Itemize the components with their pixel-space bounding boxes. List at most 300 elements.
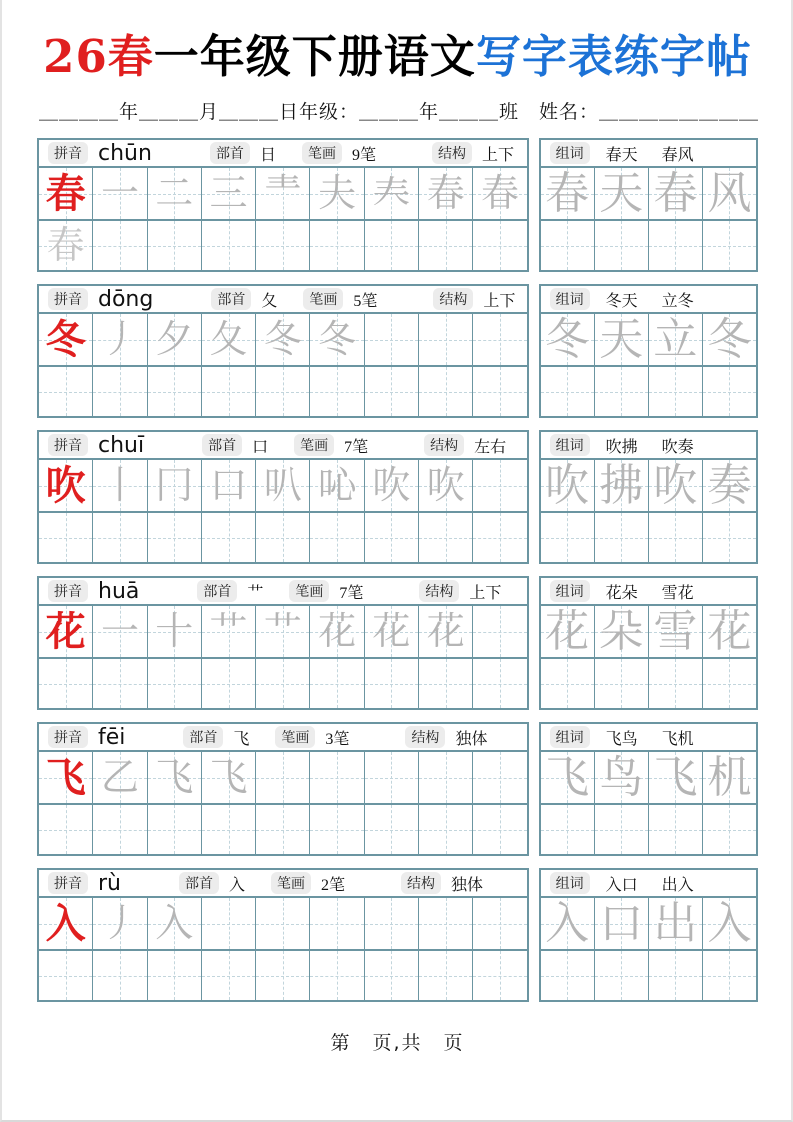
word-free-practice-line: [541, 219, 756, 270]
empty-practice-cell: [148, 659, 202, 708]
empty-practice-cell: [93, 805, 147, 854]
ghost-character-cell: [39, 221, 93, 270]
word-trace-character: 出: [653, 898, 698, 948]
word-trace-cell: [595, 606, 649, 657]
word-trace-character: 口: [599, 898, 644, 948]
word-trace-cell: [541, 606, 595, 657]
stroke-step: 飞: [155, 756, 194, 799]
strokes-label: 笔画: [271, 872, 311, 894]
stroke-step-cell: [419, 752, 473, 803]
word-trace-character: 花: [707, 606, 752, 656]
stroke-step: 入: [155, 902, 194, 945]
stroke-step: 艹: [263, 610, 302, 653]
empty-practice-cell: [703, 951, 756, 1000]
stroke-step-cell: [473, 606, 526, 657]
word-trace-line: [541, 460, 756, 511]
empty-practice-cell: [365, 659, 419, 708]
radical-label: 部首: [183, 726, 223, 748]
pinyin-label: 拼音: [48, 434, 88, 456]
word-trace-line: [541, 606, 756, 657]
stroke-step-cell: [202, 752, 256, 803]
word-practice-block: [539, 284, 758, 418]
empty-practice-cell: [649, 513, 703, 562]
stroke-step-cell: [148, 898, 202, 949]
stroke-step: 口: [209, 464, 248, 507]
stroke-step-cell: [93, 752, 147, 803]
stroke-step-cell: [310, 606, 364, 657]
character-practice-row: [37, 868, 758, 1002]
main-character: 冬: [45, 316, 86, 362]
main-character-cell: [39, 606, 93, 657]
stroke-step-cell: [148, 460, 202, 511]
empty-practice-cell: [541, 513, 595, 562]
free-practice-line: [39, 949, 527, 1000]
character-info-block: [37, 284, 529, 418]
word-trace-cell: [703, 460, 756, 511]
character-practice-row: [37, 430, 758, 564]
ghost-character-cell: [39, 367, 93, 416]
word-trace-character: 奏: [707, 460, 752, 510]
empty-practice-cell: [148, 367, 202, 416]
empty-practice-cell: [365, 513, 419, 562]
empty-practice-cell: [595, 951, 649, 1000]
pinyin-value: chūn: [98, 140, 152, 166]
word-trace-line: [541, 898, 756, 949]
stroke-step-cell: [202, 314, 256, 365]
empty-practice-cell: [419, 221, 473, 270]
word-example: 入口: [605, 876, 638, 894]
empty-practice-cell: [419, 367, 473, 416]
word-example: 冬天: [605, 292, 638, 310]
strokes-label: 笔画: [303, 288, 343, 310]
word-trace-cell: [541, 314, 595, 365]
ghost-character-cell: [39, 513, 93, 562]
pinyin-value: chuī: [98, 432, 145, 458]
word-trace-cell: [541, 752, 595, 803]
empty-practice-cell: [93, 221, 147, 270]
stroke-step-cell: [93, 314, 147, 365]
ghost-character-cell: [39, 951, 93, 1000]
stroke-step: 十: [155, 610, 194, 653]
empty-practice-cell: [310, 951, 364, 1000]
stroke-step-cell: [256, 898, 310, 949]
word-trace-cell: [541, 898, 595, 949]
stroke-step: 冂: [155, 464, 194, 507]
radical-label: 部首: [179, 872, 219, 894]
stroke-step: 夕: [155, 318, 194, 361]
stroke-step: 夫: [318, 172, 357, 215]
word-trace-cell: [703, 752, 756, 803]
empty-practice-cell: [649, 659, 703, 708]
main-character: 飞: [45, 754, 86, 800]
word-trace-character: 入: [707, 898, 752, 948]
word-trace-character: 风: [707, 168, 752, 218]
character-info-header: [39, 578, 527, 606]
character-info-block: [37, 868, 529, 1002]
date-fill-in: ＿＿＿＿年＿＿＿月＿＿＿日: [39, 102, 300, 123]
word-trace-character: 立: [653, 314, 698, 364]
main-character-cell: [39, 898, 93, 949]
structure-label: 结构: [401, 872, 441, 894]
structure-label: 结构: [432, 142, 472, 164]
word-example: 吹奏: [661, 438, 694, 456]
stroke-step-cell: [473, 752, 526, 803]
stroke-step: 吹: [426, 464, 465, 507]
structure-value: 上下: [481, 146, 514, 164]
stroke-step-cell: [256, 460, 310, 511]
word-trace-cell: [703, 314, 756, 365]
strokes-label: 笔画: [275, 726, 315, 748]
strokes-value: 7笔: [339, 584, 364, 602]
pinyin-value: dōng: [98, 286, 154, 312]
character-info-header: [39, 724, 527, 752]
empty-practice-cell: [703, 659, 756, 708]
empty-practice-cell: [649, 367, 703, 416]
word-trace-character: 春: [653, 168, 698, 218]
stroke-step-cell: [365, 168, 419, 219]
word-example: 出入: [661, 876, 694, 894]
structure-label: 结构: [405, 726, 445, 748]
empty-practice-cell: [202, 367, 256, 416]
empty-practice-cell: [541, 367, 595, 416]
empty-practice-cell: [473, 659, 526, 708]
word-trace-cell: [595, 898, 649, 949]
page-footer: 第 页,共 页: [330, 1032, 465, 1054]
empty-practice-cell: [473, 513, 526, 562]
empty-practice-cell: [703, 805, 756, 854]
empty-practice-cell: [703, 513, 756, 562]
stroke-step: 春: [481, 172, 520, 215]
character-info-block: [37, 138, 529, 272]
stroke-step: 一: [100, 172, 139, 215]
character-practice-row: [37, 722, 758, 856]
stroke-step: 艹: [209, 610, 248, 653]
empty-practice-cell: [310, 367, 364, 416]
stroke-step: 丿: [100, 902, 139, 945]
character-practice-row: [37, 284, 758, 418]
empty-practice-cell: [419, 659, 473, 708]
radical-label: 部首: [211, 288, 251, 310]
radical-value: 日: [259, 146, 276, 164]
word-trace-cell: [541, 460, 595, 511]
strokes-label: 笔画: [289, 580, 329, 602]
word-practice-header: [541, 432, 756, 460]
empty-practice-cell: [148, 805, 202, 854]
empty-practice-cell: [595, 221, 649, 270]
word-example: 雪花: [661, 584, 694, 602]
stroke-order-line: [39, 752, 527, 803]
stroke-step-cell: [148, 606, 202, 657]
empty-practice-cell: [256, 221, 310, 270]
structure-label: 结构: [433, 288, 473, 310]
word-trace-character: 花: [545, 606, 590, 656]
title-grade: 一年级下册语文: [153, 30, 476, 83]
word-practice-header: [541, 724, 756, 752]
empty-practice-cell: [310, 221, 364, 270]
stroke-order-line: [39, 898, 527, 949]
stroke-step-cell: [365, 460, 419, 511]
word-trace-character: 吹: [653, 460, 698, 510]
stroke-step-cell: [419, 898, 473, 949]
empty-practice-cell: [595, 659, 649, 708]
stroke-step-cell: [365, 752, 419, 803]
main-character: 吹: [45, 462, 86, 508]
word-trace-cell: [595, 314, 649, 365]
character-practice-row: [37, 576, 758, 710]
stroke-step: 花: [372, 610, 411, 653]
word-trace-cell: [649, 606, 703, 657]
stroke-step: 二: [155, 172, 194, 215]
stroke-step-cell: [365, 898, 419, 949]
words-label: 组词: [550, 434, 590, 456]
empty-practice-cell: [365, 805, 419, 854]
stroke-step-cell: [473, 168, 526, 219]
stroke-step-cell: [419, 314, 473, 365]
word-practice-block: [539, 430, 758, 564]
word-trace-character: 冬: [707, 314, 752, 364]
word-practice-block: [539, 722, 758, 856]
empty-practice-cell: [365, 951, 419, 1000]
stroke-step-cell: [93, 460, 147, 511]
word-trace-cell: [649, 898, 703, 949]
empty-practice-cell: [93, 367, 147, 416]
empty-practice-cell: [202, 659, 256, 708]
pinyin-label: 拼音: [48, 142, 88, 164]
empty-practice-cell: [541, 805, 595, 854]
pinyin-label: 拼音: [48, 288, 88, 310]
structure-value: 上下: [483, 292, 516, 310]
word-practice-header: [541, 140, 756, 168]
word-practice-header: [541, 286, 756, 314]
word-trace-character: 雪: [653, 606, 698, 656]
stroke-step: 飞: [209, 756, 248, 799]
strokes-label: 笔画: [302, 142, 342, 164]
empty-practice-cell: [703, 221, 756, 270]
word-trace-character: 机: [707, 752, 752, 802]
stroke-step: 三: [209, 172, 248, 215]
empty-practice-cell: [595, 805, 649, 854]
empty-practice-cell: [256, 805, 310, 854]
empty-practice-cell: [310, 805, 364, 854]
character-info-header: [39, 432, 527, 460]
words-label: 组词: [550, 288, 590, 310]
empty-practice-cell: [202, 513, 256, 562]
stroke-step-cell: [93, 168, 147, 219]
stroke-step-cell: [419, 460, 473, 511]
main-character-cell: [39, 752, 93, 803]
pinyin-label: 拼音: [48, 872, 88, 894]
empty-practice-cell: [649, 221, 703, 270]
ghost-character: 春: [46, 224, 85, 267]
stroke-step-cell: [365, 314, 419, 365]
radical-label: 部首: [202, 434, 242, 456]
radical-label: 部首: [210, 142, 250, 164]
stroke-step-cell: [473, 898, 526, 949]
class-name-fill-in: 年级：＿＿＿年＿＿＿班 姓名：＿＿＿＿＿＿＿＿: [299, 102, 760, 123]
word-trace-line: [541, 168, 756, 219]
radical-value: 飞: [233, 730, 250, 748]
empty-practice-cell: [202, 951, 256, 1000]
empty-practice-cell: [202, 221, 256, 270]
main-character: 入: [45, 900, 86, 946]
main-character: 花: [45, 608, 86, 654]
stroke-step: 花: [426, 610, 465, 653]
main-character-cell: [39, 460, 93, 511]
stroke-step: 吹: [372, 464, 411, 507]
stroke-order-line: [39, 606, 527, 657]
empty-practice-cell: [595, 367, 649, 416]
meta-line: [39, 97, 760, 124]
word-trace-character: 鸟: [599, 752, 644, 802]
stroke-order-line: [39, 314, 527, 365]
word-example: 春风: [661, 146, 694, 164]
stroke-step: 一: [100, 610, 139, 653]
word-practice-block: [539, 868, 758, 1002]
word-trace-cell: [595, 168, 649, 219]
word-example: 花朵: [605, 584, 638, 602]
stroke-step-cell: [202, 898, 256, 949]
empty-practice-cell: [419, 951, 473, 1000]
strokes-label: 笔画: [294, 434, 334, 456]
word-trace-character: 朵: [599, 606, 644, 656]
stroke-step-cell: [93, 898, 147, 949]
word-trace-cell: [703, 606, 756, 657]
empty-practice-cell: [256, 367, 310, 416]
empty-practice-cell: [473, 367, 526, 416]
structure-value: 独体: [455, 730, 488, 748]
radical-value: 夂: [261, 292, 278, 310]
words-label: 组词: [550, 726, 590, 748]
title-edition: 26春: [43, 30, 154, 83]
word-trace-cell: [649, 168, 703, 219]
page-title: [37, 20, 758, 85]
stroke-step: 𡗗: [372, 172, 411, 215]
word-practice-header: [541, 578, 756, 606]
empty-practice-cell: [256, 513, 310, 562]
title-subject: 写字表练字帖: [475, 30, 752, 83]
word-trace-cell: [595, 752, 649, 803]
character-info-header: [39, 286, 527, 314]
stroke-step-cell: [256, 314, 310, 365]
empty-practice-cell: [541, 951, 595, 1000]
pinyin-value: rù: [98, 870, 121, 896]
word-example: 春天: [605, 146, 638, 164]
word-practice-block: [539, 138, 758, 272]
character-info-header: [39, 140, 527, 168]
word-trace-character: 春: [545, 168, 590, 218]
word-trace-character: 入: [545, 898, 590, 948]
word-free-practice-line: [541, 657, 756, 708]
strokes-value: 9笔: [351, 146, 376, 164]
stroke-step-cell: [310, 168, 364, 219]
pinyin-label: 拼音: [48, 726, 88, 748]
character-info-block: [37, 722, 529, 856]
word-trace-cell: [541, 168, 595, 219]
radical-label: 部首: [197, 580, 237, 602]
stroke-step-cell: [148, 314, 202, 365]
word-free-practice-line: [541, 365, 756, 416]
word-trace-character: 飞: [545, 752, 590, 802]
word-trace-cell: [595, 460, 649, 511]
stroke-step-cell: [310, 314, 364, 365]
stroke-step-cell: [202, 606, 256, 657]
empty-practice-cell: [148, 513, 202, 562]
stroke-step: 冬: [318, 318, 357, 361]
character-info-block: [37, 430, 529, 564]
free-practice-line: [39, 657, 527, 708]
empty-practice-cell: [310, 659, 364, 708]
free-practice-line: [39, 803, 527, 854]
words-label: 组词: [550, 872, 590, 894]
word-trace-character: 吹: [545, 460, 590, 510]
main-character: 春: [45, 170, 86, 216]
structure-value: 独体: [451, 876, 484, 894]
main-character-cell: [39, 314, 93, 365]
word-trace-character: 天: [599, 168, 644, 218]
word-trace-character: 飞: [653, 752, 698, 802]
word-example: 立冬: [661, 292, 694, 310]
words-label: 组词: [550, 580, 590, 602]
structure-label: 结构: [419, 580, 459, 602]
word-trace-character: 冬: [545, 314, 590, 364]
word-trace-line: [541, 752, 756, 803]
empty-practice-cell: [365, 221, 419, 270]
pinyin-label: 拼音: [48, 580, 88, 602]
free-practice-line: [39, 511, 527, 562]
structure-value: 上下: [469, 584, 502, 602]
empty-practice-cell: [703, 367, 756, 416]
stroke-step: 丿: [100, 318, 139, 361]
stroke-step: 丨: [100, 464, 139, 507]
word-trace-cell: [703, 168, 756, 219]
empty-practice-cell: [473, 951, 526, 1000]
strokes-value: 7笔: [344, 438, 369, 456]
rows-container: [37, 138, 758, 1002]
structure-label: 结构: [424, 434, 464, 456]
word-trace-character: 天: [599, 314, 644, 364]
empty-practice-cell: [419, 513, 473, 562]
stroke-step-cell: [310, 460, 364, 511]
stroke-step: 龶: [263, 172, 302, 215]
main-character-cell: [39, 168, 93, 219]
word-trace-character: 拂: [599, 460, 644, 510]
empty-practice-cell: [310, 513, 364, 562]
empty-practice-cell: [256, 659, 310, 708]
pinyin-value: fēi: [98, 724, 126, 750]
ghost-character-cell: [39, 805, 93, 854]
empty-practice-cell: [93, 951, 147, 1000]
stroke-order-line: [39, 168, 527, 219]
word-trace-cell: [703, 898, 756, 949]
empty-practice-cell: [473, 221, 526, 270]
radical-value: 口: [252, 438, 269, 456]
stroke-step-cell: [93, 606, 147, 657]
character-info-block: [37, 576, 529, 710]
radical-value: 入: [229, 876, 246, 894]
empty-practice-cell: [148, 951, 202, 1000]
stroke-step-cell: [148, 752, 202, 803]
radical-value: 艹: [247, 584, 264, 602]
stroke-step-cell: [365, 606, 419, 657]
empty-practice-cell: [419, 805, 473, 854]
stroke-step-cell: [256, 606, 310, 657]
structure-value: 左右: [474, 438, 507, 456]
empty-practice-cell: [541, 659, 595, 708]
words-label: 组词: [550, 142, 590, 164]
stroke-step-cell: [310, 752, 364, 803]
stroke-step-cell: [148, 168, 202, 219]
empty-practice-cell: [148, 221, 202, 270]
